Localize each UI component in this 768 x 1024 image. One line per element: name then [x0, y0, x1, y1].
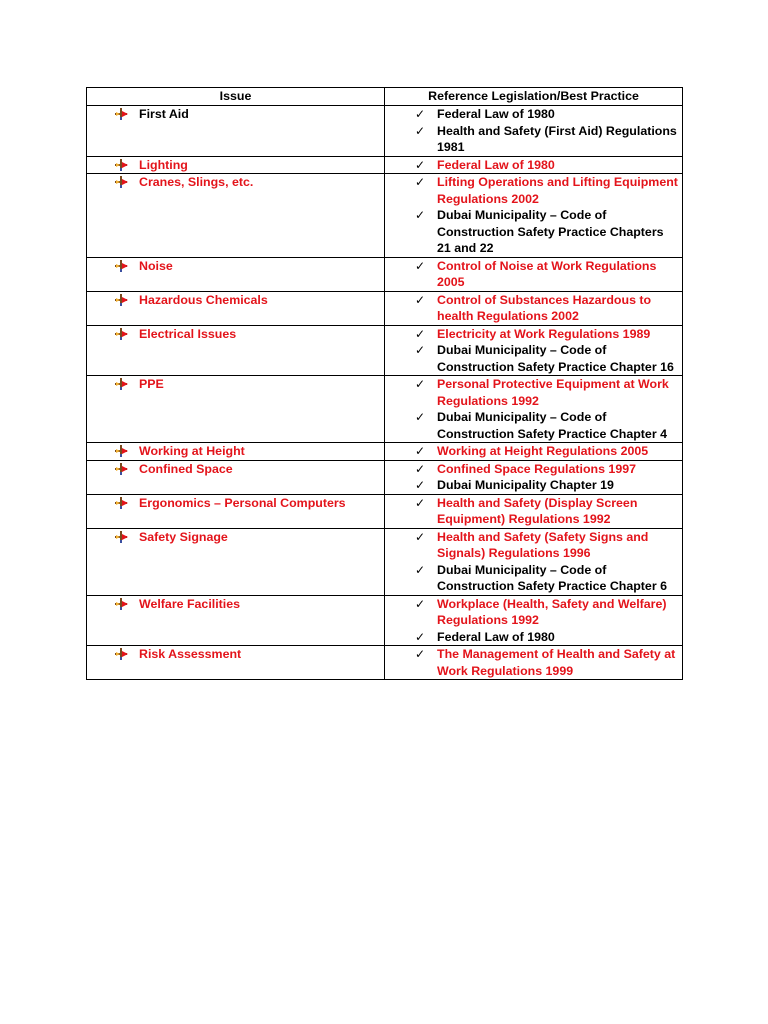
- checkmark-icon: ✓: [415, 343, 426, 357]
- reference-text: Dubai Municipality Chapter 19: [437, 478, 614, 492]
- arrow-bullet-icon: [115, 445, 128, 457]
- issue-cell: [87, 494, 385, 528]
- reference-list: [385, 646, 682, 679]
- issue-cell: [87, 156, 385, 174]
- reference-text: Personal Protective Equipment at Work Regulations 1992: [437, 377, 669, 408]
- reference-text: Federal Law of 1980: [437, 157, 555, 172]
- reference-text: Dubai Municipality – Code of Construction Safety Practice Chapter 16: [437, 343, 674, 374]
- reference-item: [385, 326, 682, 343]
- table-body: [87, 106, 683, 680]
- reference-text: Health and Safety (Display Screen Equipment) Regulations 1992: [437, 495, 638, 526]
- header-row: [87, 88, 683, 106]
- reference-item: [385, 376, 682, 409]
- issue-label: Confined Space: [139, 461, 233, 476]
- checkmark-icon: ✓: [415, 444, 426, 458]
- reference-item: [385, 562, 682, 595]
- reference-item: [385, 258, 682, 291]
- checkmark-icon: ✓: [415, 478, 426, 492]
- reference-text: Working at Height Regulations 2005: [437, 444, 649, 458]
- checkmark-icon: ✓: [415, 107, 426, 121]
- table-row: [87, 646, 683, 680]
- reference-cell: [385, 291, 683, 325]
- issue-column-header: Issue: [87, 88, 385, 106]
- checkmark-icon: ✓: [415, 529, 426, 544]
- issue-cell: [87, 460, 385, 494]
- table-row: [87, 106, 683, 157]
- reference-item: [385, 157, 682, 174]
- reference-item: [385, 443, 682, 460]
- issue-cell: [87, 257, 385, 291]
- reference-list: [385, 376, 682, 442]
- reference-item: [385, 629, 682, 646]
- reference-text: Lifting Operations and Lifting Equipment Regulations 2002: [437, 175, 678, 206]
- issue-label: First Aid: [139, 107, 189, 121]
- checkmark-icon: ✓: [415, 123, 426, 138]
- arrow-bullet-icon: [115, 648, 128, 660]
- issue-label: Hazardous Chemicals: [139, 292, 268, 307]
- reference-text: Health and Safety (First Aid) Regulations 1981: [437, 123, 677, 154]
- reference-cell: [385, 494, 683, 528]
- arrow-bullet-icon: [115, 598, 128, 610]
- reference-cell: [385, 595, 683, 646]
- table-row: [87, 174, 683, 258]
- arrow-bullet-icon: [115, 294, 128, 306]
- checkmark-icon: ✓: [415, 258, 426, 273]
- reference-item: [385, 292, 682, 325]
- reference-text: Confined Space Regulations 1997: [437, 461, 636, 476]
- arrow-bullet-icon: [115, 159, 128, 171]
- arrow-bullet-icon: [115, 463, 128, 475]
- reference-text: Dubai Municipality – Code of Construction Safety Practice Chapters 21 and 22: [437, 208, 664, 255]
- table-row: [87, 494, 683, 528]
- table-row: [87, 291, 683, 325]
- issue-cell: [87, 106, 385, 157]
- reference-text: Federal Law of 1980: [437, 629, 555, 644]
- checkmark-icon: ✓: [415, 495, 426, 510]
- reference-list: [385, 258, 682, 291]
- reference-cell: [385, 376, 683, 443]
- arrow-bullet-icon: [115, 176, 128, 188]
- reference-list: [385, 461, 682, 494]
- reference-item: [385, 106, 682, 123]
- reference-cell: [385, 325, 683, 376]
- issue-label: Electrical Issues: [139, 326, 237, 341]
- reference-text: Dubai Municipality – Code of Construction Safety Practice Chapter 4: [437, 410, 667, 441]
- arrow-bullet-icon: [115, 378, 128, 390]
- reference-item: [385, 342, 682, 375]
- checkmark-icon: ✓: [415, 292, 426, 307]
- arrow-bullet-icon: [115, 108, 128, 120]
- issue-label: Noise: [139, 258, 173, 273]
- issue-cell: [87, 325, 385, 376]
- reference-list: [385, 292, 682, 325]
- reference-list: [385, 157, 682, 174]
- reference-list: [385, 443, 682, 460]
- reference-item: [385, 123, 682, 156]
- arrow-bullet-icon: [115, 497, 128, 509]
- reference-cell: [385, 156, 683, 174]
- reference-item: [385, 461, 682, 478]
- arrow-bullet-icon: [115, 260, 128, 272]
- reference-list: [385, 326, 682, 376]
- checkmark-icon: ✓: [415, 647, 426, 661]
- issue-label: Ergonomics – Personal Computers: [139, 495, 346, 510]
- issue-label: Safety Signage: [139, 529, 228, 544]
- reference-text: Control of Noise at Work Regulations 2005: [437, 258, 657, 289]
- reference-item: [385, 207, 682, 257]
- reference-item: [385, 477, 682, 494]
- reference-cell: [385, 460, 683, 494]
- issue-cell: [87, 174, 385, 258]
- reference-item: [385, 495, 682, 528]
- reference-text: Control of Substances Hazardous to health Regulations 2002: [437, 292, 652, 323]
- reference-list: [385, 106, 682, 156]
- reference-item: [385, 529, 682, 562]
- issue-cell: [87, 595, 385, 646]
- issue-label: Working at Height: [139, 444, 245, 458]
- issue-cell: [87, 291, 385, 325]
- reference-item: [385, 646, 682, 679]
- issue-label: Welfare Facilities: [139, 596, 241, 611]
- checkmark-icon: ✓: [415, 629, 426, 644]
- checkmark-icon: ✓: [415, 208, 426, 222]
- checkmark-icon: ✓: [415, 175, 426, 189]
- reference-list: [385, 596, 682, 646]
- reference-item: [385, 596, 682, 629]
- issue-cell: [87, 646, 385, 680]
- table-row: [87, 325, 683, 376]
- reference-item: [385, 409, 682, 442]
- reference-cell: [385, 257, 683, 291]
- table-row: [87, 376, 683, 443]
- reference-text: Workplace (Health, Safety and Welfare) Regulations 1992: [437, 596, 667, 627]
- reference-text: Health and Safety (Safety Signs and Signals) Regulations 1996: [437, 529, 649, 560]
- issue-label: PPE: [139, 377, 164, 391]
- table-row: [87, 595, 683, 646]
- reference-text: Dubai Municipality – Code of Construction Safety Practice Chapter 6: [437, 562, 667, 593]
- reference-cell: [385, 174, 683, 258]
- arrow-bullet-icon: [115, 328, 128, 340]
- checkmark-icon: ✓: [415, 377, 426, 391]
- table-row: [87, 443, 683, 461]
- checkmark-icon: ✓: [415, 410, 426, 424]
- checkmark-icon: ✓: [415, 326, 426, 341]
- reference-cell: [385, 443, 683, 461]
- table-row: [87, 156, 683, 174]
- legislation-table: [86, 87, 683, 680]
- checkmark-icon: ✓: [415, 461, 426, 476]
- issue-label: Cranes, Slings, etc.: [139, 175, 254, 189]
- reference-text: Electricity at Work Regulations 1989: [437, 326, 651, 341]
- issue-cell: [87, 443, 385, 461]
- reference-cell: [385, 106, 683, 157]
- reference-column-header: Reference Legislation/Best Practice: [385, 88, 683, 106]
- table-row: [87, 460, 683, 494]
- reference-list: [385, 529, 682, 595]
- checkmark-icon: ✓: [415, 157, 426, 172]
- reference-list: [385, 495, 682, 528]
- reference-text: The Management of Health and Safety at Work Regulations 1999: [437, 647, 676, 678]
- reference-list: [385, 174, 682, 257]
- issue-cell: [87, 376, 385, 443]
- reference-cell: [385, 528, 683, 595]
- checkmark-icon: ✓: [415, 562, 426, 577]
- reference-text: Federal Law of 1980: [437, 107, 555, 121]
- table-row: [87, 257, 683, 291]
- issue-label: Lighting: [139, 157, 188, 172]
- issue-cell: [87, 528, 385, 595]
- issue-label: Risk Assessment: [139, 647, 242, 661]
- arrow-bullet-icon: [115, 531, 128, 543]
- reference-cell: [385, 646, 683, 680]
- reference-item: [385, 174, 682, 207]
- table-row: [87, 528, 683, 595]
- checkmark-icon: ✓: [415, 596, 426, 611]
